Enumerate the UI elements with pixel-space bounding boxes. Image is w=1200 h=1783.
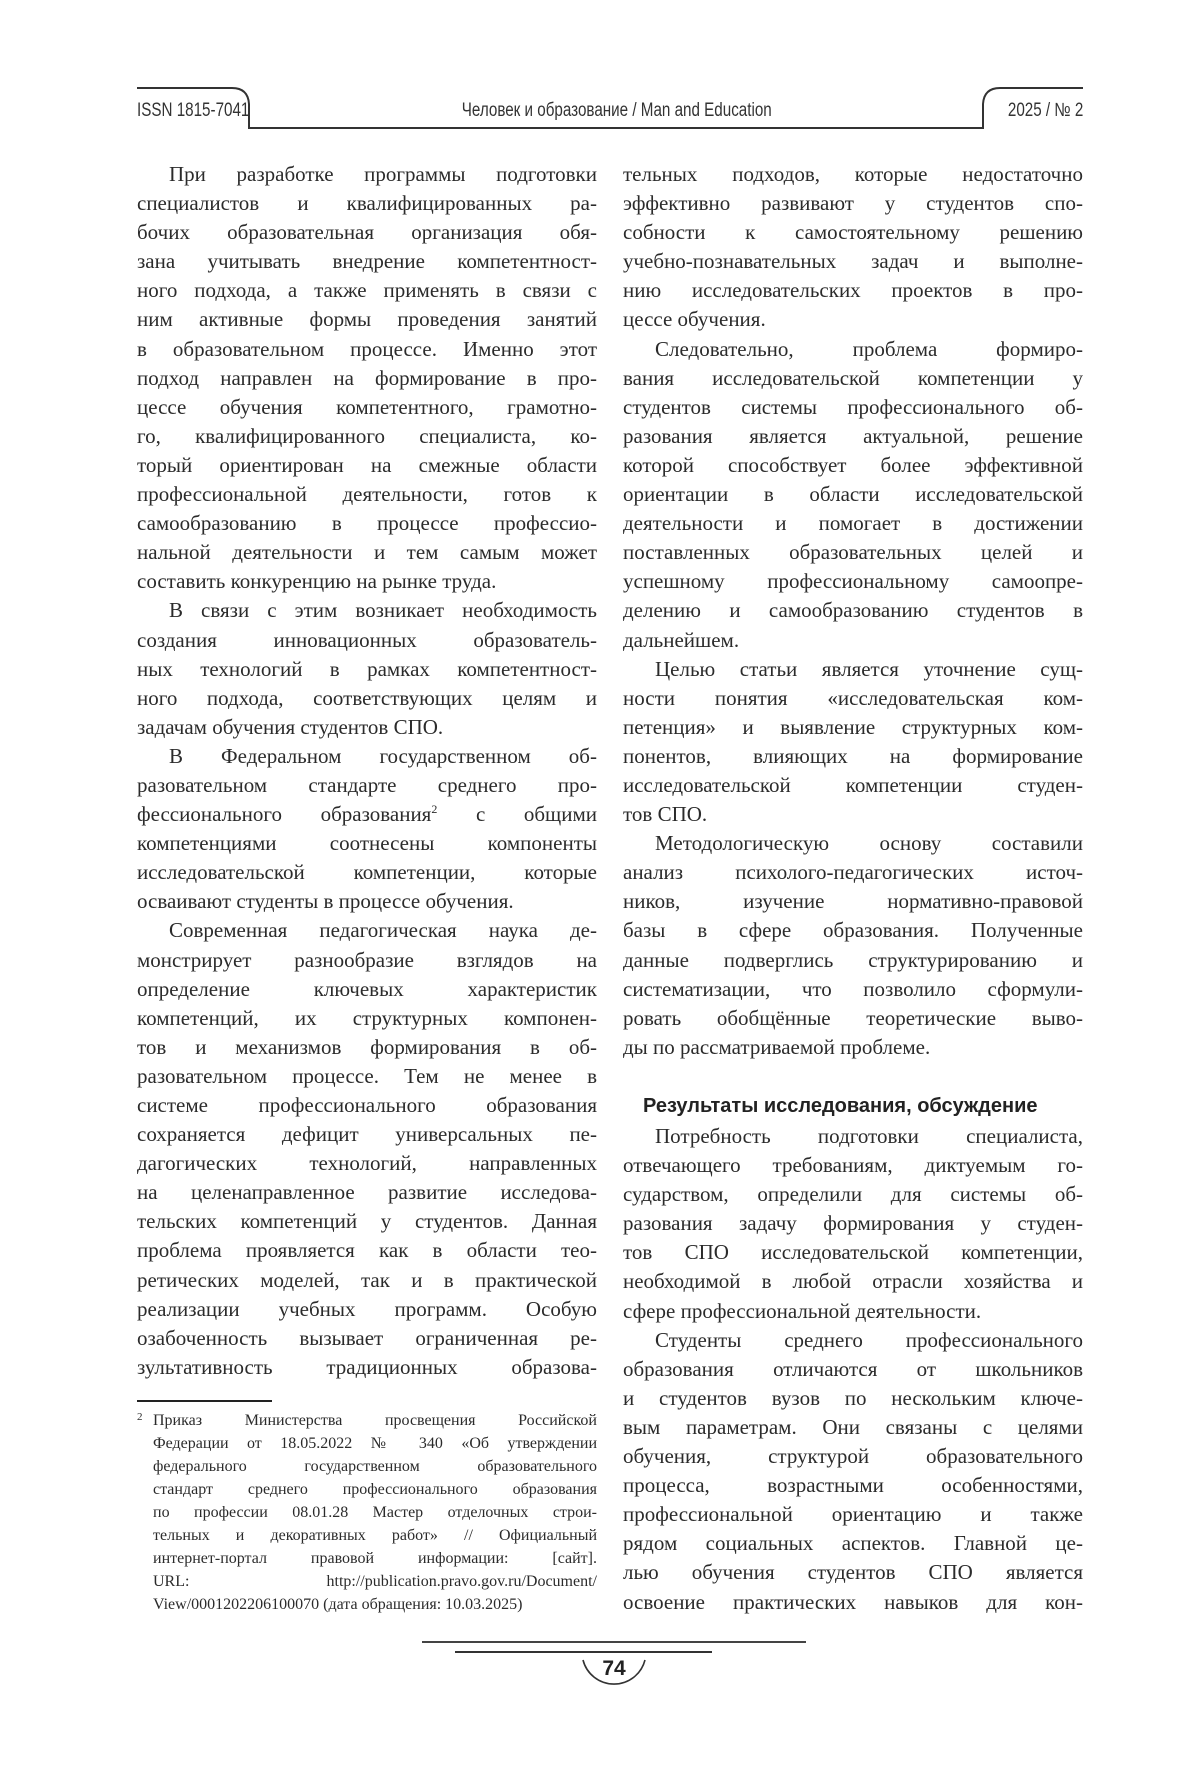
text-line: Потребность подготовки специалиста, <box>623 1122 1083 1151</box>
paragraph <box>623 655 1083 830</box>
paragraph <box>623 829 1083 1062</box>
text-line: зультативность традиционных образова- <box>137 1353 597 1382</box>
text-line: Следовательно, проблема формиро- <box>623 335 1083 364</box>
left-column <box>137 160 597 1382</box>
text-line: ного подхода, соответствующих целям и <box>137 684 597 713</box>
text-line: необходимой в любой отрасли хозяйства и <box>623 1267 1083 1296</box>
text-line: бочих образовательная организация обя- <box>137 218 597 247</box>
text-line: понентов, влияющих на формирование <box>623 742 1083 771</box>
paragraph <box>623 1122 1083 1326</box>
text-line: самообразованию в процессе профессио- <box>137 509 597 538</box>
text-line: тов и механизмов формирования в об- <box>137 1033 597 1062</box>
text-line: составить конкуренцию на рынке труда. <box>137 567 597 596</box>
text-line: делению и самообразованию студентов в <box>623 596 1083 625</box>
text-line: озабоченность вызывает ограниченная ре- <box>137 1324 597 1353</box>
paragraph <box>623 160 1083 335</box>
text-line: разования задачу формирования у студен- <box>623 1209 1083 1238</box>
text-line: данные подверглись структурированию и <box>623 946 1083 975</box>
text-line: деятельности и помогает в достижении <box>623 509 1083 538</box>
issue-text: 2025 / № 2 <box>1008 98 1083 124</box>
text-line: Студенты среднего профессионального <box>623 1326 1083 1355</box>
footnote-line: интернет-портал правовой информации: [сайт]. <box>153 1547 597 1570</box>
journal-title-text: Человек и образование / Man and Education <box>462 98 772 124</box>
text-line: зана учитывать внедрение компетентност- <box>137 247 597 276</box>
paragraph <box>623 335 1083 655</box>
footnote-text <box>153 1409 597 1616</box>
issn-label <box>137 98 278 124</box>
paragraph <box>137 596 597 741</box>
text-line <box>137 800 597 829</box>
text-line: подход направлен на формирование в про- <box>137 364 597 393</box>
text-line: освоение практических навыков для кон- <box>623 1588 1083 1617</box>
text-fragment: фессионального образования <box>137 802 431 826</box>
text-line: задачам обучения студентов СПО. <box>137 713 597 742</box>
footnote-line: федерального государственном образовательного <box>153 1455 597 1478</box>
text-line: сохраняется дефицит универсальных пе- <box>137 1120 597 1149</box>
text-line: создания инновационных образователь- <box>137 626 597 655</box>
text-line: учебно-познавательных задач и выполне- <box>623 247 1083 276</box>
text-line: реализации учебных программ. Особую <box>137 1295 597 1324</box>
text-line: поставленных образовательных целей и <box>623 538 1083 567</box>
text-line: монстрирует разнообразие взглядов на <box>137 946 597 975</box>
footnote-line: Федерации от 18.05.2022 № 340 «Об утверждении <box>153 1432 597 1455</box>
footnote-divider <box>137 1400 272 1402</box>
right-column-section <box>623 1122 1083 1617</box>
text-line: успешному профессиональному самоопре- <box>623 567 1083 596</box>
text-line: специалистов и квалифицированных ра- <box>137 189 597 218</box>
text-line: исследовательской компетенции, которые <box>137 858 597 887</box>
text-line: исследовательской компетенции студен- <box>623 771 1083 800</box>
text-line: отвечающего требованиям, диктуемым го- <box>623 1151 1083 1180</box>
text-line: цессе обучения компетентного, грамотно- <box>137 393 597 422</box>
text-line: тов СПО исследовательской компетенции, <box>623 1238 1083 1267</box>
text-line: процесса, возрастными особенностями, <box>623 1471 1083 1500</box>
paragraph <box>137 160 597 596</box>
text-line: Современная педагогическая наука де- <box>137 916 597 945</box>
text-line: В Федеральном государственном об- <box>137 742 597 771</box>
right-column <box>623 160 1083 1062</box>
text-line: обучения, структурой образовательного <box>623 1442 1083 1471</box>
text-line: вания исследовательской компетенции у <box>623 364 1083 393</box>
text-line: торый ориентирован на смежные области <box>137 451 597 480</box>
text-line: нию исследовательских проектов в про- <box>623 276 1083 305</box>
text-line: Целью статьи является уточнение сущ- <box>623 655 1083 684</box>
text-line: ровать обобщённые теоретические выво- <box>623 1004 1083 1033</box>
text-line: ним активные формы проведения занятий <box>137 305 597 334</box>
footnote <box>137 1409 597 1616</box>
text-line: В связи с этим возникает необходимость <box>137 596 597 625</box>
text-line: на целенаправленное развитие исследова- <box>137 1178 597 1207</box>
text-line: определение ключевых характеристик <box>137 975 597 1004</box>
footnote-line: по профессии 08.01.28 Мастер отделочных строи- <box>153 1501 597 1524</box>
text-line: тов СПО. <box>623 800 1083 829</box>
text-line: разования является актуальной, решение <box>623 422 1083 451</box>
text-line: и студентов вузов по нескольким ключе- <box>623 1384 1083 1413</box>
text-line: компетенций, их структурных компонен- <box>137 1004 597 1033</box>
page-number: 74 <box>584 1657 644 1681</box>
text-line: дагогических технологий, направленных <box>137 1149 597 1178</box>
issue-label <box>989 98 1083 124</box>
text-line: образования отличаются от школьников <box>623 1355 1083 1384</box>
text-line: компетенциями соотнесены компоненты <box>137 829 597 858</box>
footnote-line: URL: http://publication.pravo.gov.ru/Document/ <box>153 1570 597 1593</box>
section-heading: Результаты исследования, обсуждение <box>643 1092 1037 1120</box>
text-line: При разработке программы подготовки <box>137 160 597 189</box>
footnote-mark: 2 <box>137 1409 143 1425</box>
text-line: системе профессионального образования <box>137 1091 597 1120</box>
text-fragment: с общими <box>437 802 597 826</box>
footnote-line: тельных и декоративных работ» // Официальный <box>153 1524 597 1547</box>
issn-text: ISSN 1815-7041 <box>137 98 249 124</box>
text-line: которой способствует более эффективной <box>623 451 1083 480</box>
text-line: разовательном процессе. Тем не менее в <box>137 1062 597 1091</box>
footnote-reference: 2 <box>431 802 437 816</box>
text-line: профессиональной ориентацию и также <box>623 1500 1083 1529</box>
text-line: цессе обучения. <box>623 305 1083 334</box>
footnote-line: View/0001202206100070 (дата обращения: 10.03.2025) <box>153 1593 597 1616</box>
text-line: лью обучения студентов СПО является <box>623 1558 1083 1587</box>
text-line: систематизации, что позволило сформули- <box>623 975 1083 1004</box>
text-line: вым параметрам. Они связаны с целями <box>623 1413 1083 1442</box>
text-line: ды по рассматриваемой проблеме. <box>623 1033 1083 1062</box>
text-line: ориентации в области исследовательской <box>623 480 1083 509</box>
text-line: в образовательном процессе. Именно этот <box>137 335 597 364</box>
text-line: осваивают студенты в процессе обучения. <box>137 887 597 916</box>
text-line: проблема проявляется как в области тео- <box>137 1236 597 1265</box>
text-line: ретических моделей, так и в практической <box>137 1266 597 1295</box>
text-line: тельских компетенций у студентов. Данная <box>137 1207 597 1236</box>
text-line: студентов системы профессионального об- <box>623 393 1083 422</box>
text-line: го, квалифицированного специалиста, ко- <box>137 422 597 451</box>
text-line: тельных подходов, которые недостаточно <box>623 160 1083 189</box>
text-line: ных технологий в рамках компетентност- <box>137 655 597 684</box>
text-line: нальной деятельности и тем самым может <box>137 538 597 567</box>
text-line: базы в сфере образования. Полученные <box>623 916 1083 945</box>
paragraph <box>137 742 597 917</box>
text-line: разовательном стандарте среднего про- <box>137 771 597 800</box>
text-line: сфере профессиональной деятельности. <box>623 1297 1083 1326</box>
text-line: ников, изучение нормативно-правовой <box>623 887 1083 916</box>
paragraph <box>623 1326 1083 1617</box>
text-line: эффективно развивают у студентов спо- <box>623 189 1083 218</box>
text-line: Методологическую основу составили <box>623 829 1083 858</box>
text-line: ности понятия «исследовательская ком- <box>623 684 1083 713</box>
text-line: петенция» и выявление структурных ком- <box>623 713 1083 742</box>
text-line: сударством, определили для системы об- <box>623 1180 1083 1209</box>
footnote-line: стандарт среднего профессионального образования <box>153 1478 597 1501</box>
text-line: анализ психолого-педагогических источ- <box>623 858 1083 887</box>
text-line: рядом социальных аспектов. Главной це- <box>623 1529 1083 1558</box>
paragraph <box>137 916 597 1382</box>
text-line: собности к самостоятельному решению <box>623 218 1083 247</box>
text-line: профессиональной деятельности, готов к <box>137 480 597 509</box>
journal-title <box>417 98 817 124</box>
text-line: ного подхода, а также применять в связи с <box>137 276 597 305</box>
footnote-line: Приказ Министерства просвещения Российской <box>153 1409 597 1432</box>
text-line: дальнейшем. <box>623 626 1083 655</box>
